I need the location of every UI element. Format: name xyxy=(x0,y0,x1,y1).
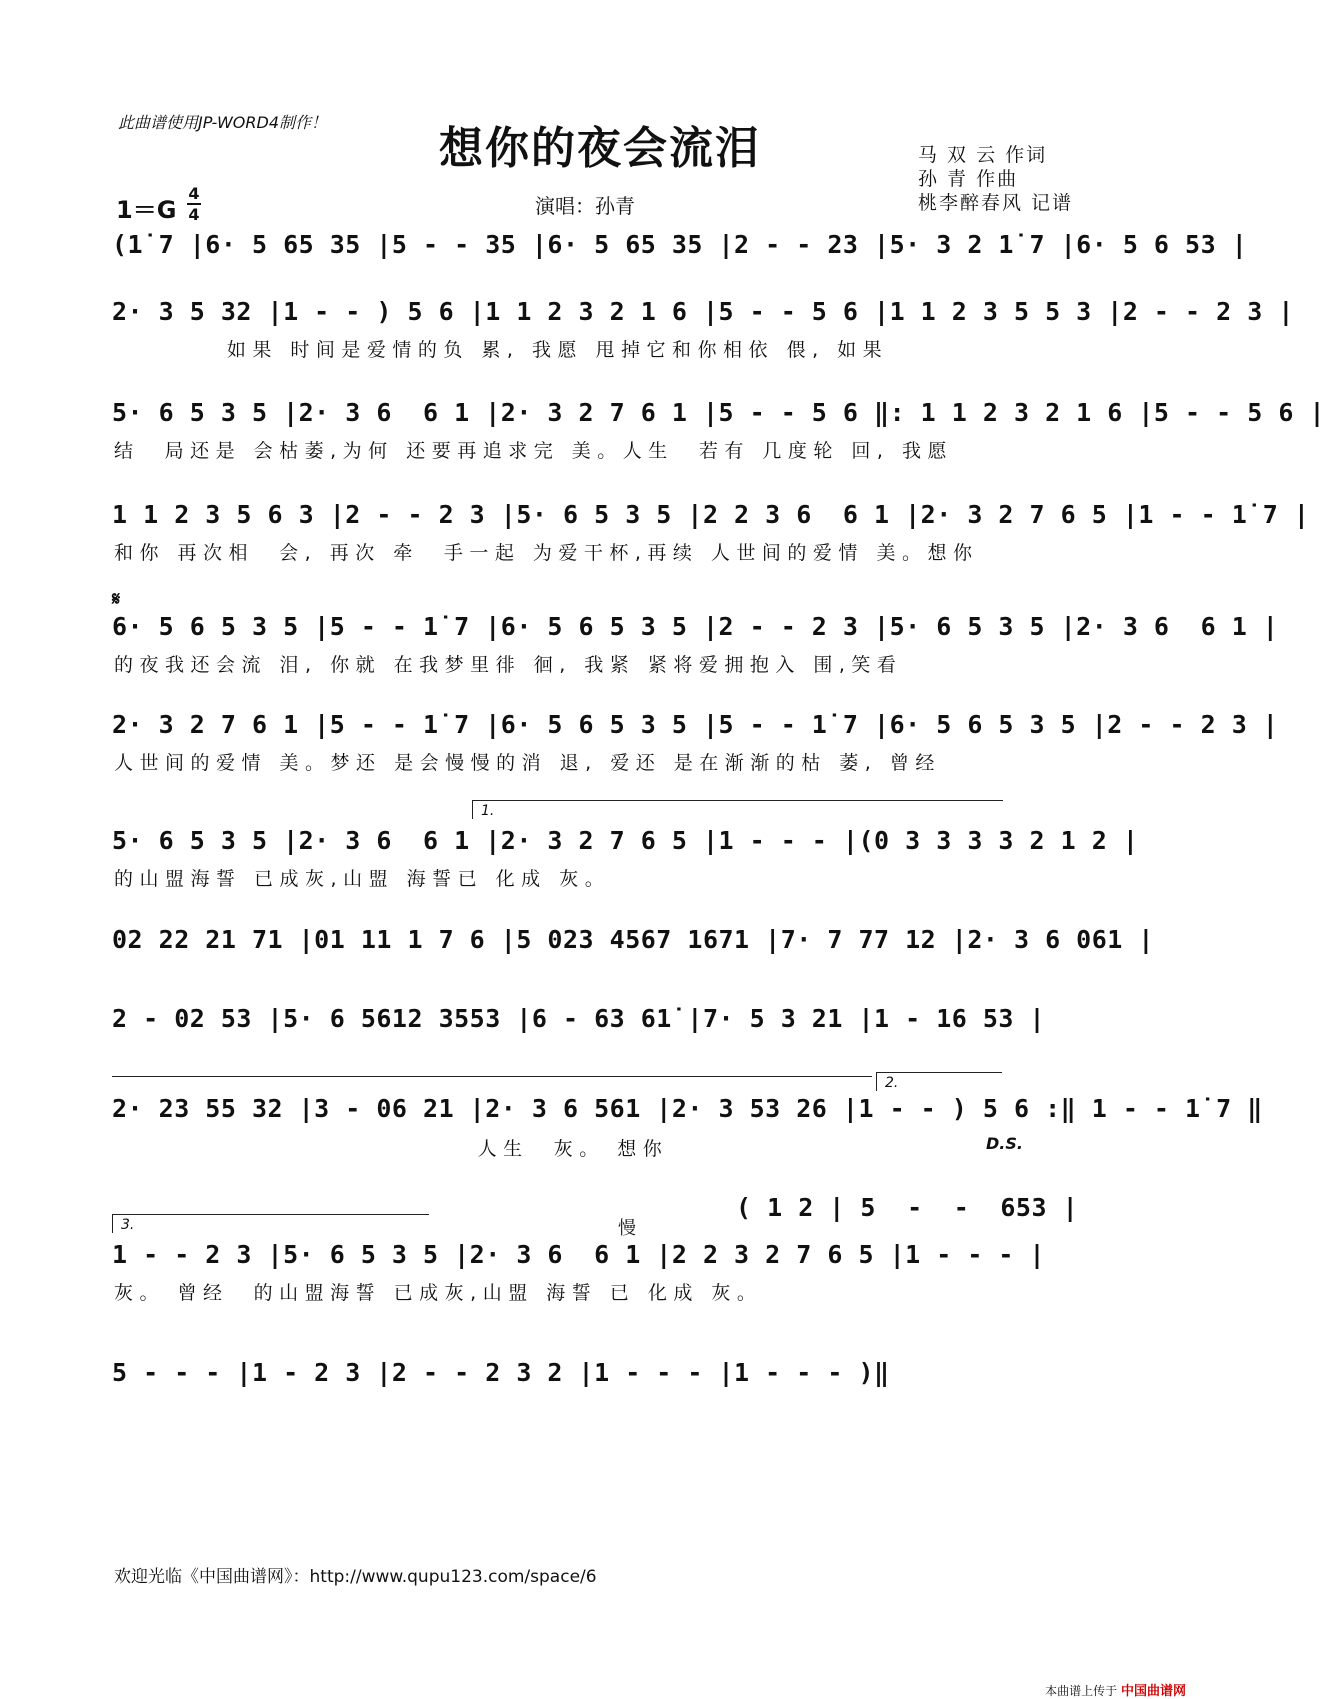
software-note: 此曲谱使用JP-WORD4制作！ xyxy=(118,113,328,132)
score-line-7: 5· 6 5 3 5 |2· 3 6 6 1 |2· 3 2 7 6 5 |1 - - - |(0 3 3 3 3 2 1 2 | xyxy=(112,826,1139,855)
key-signature: 1＝G xyxy=(116,196,177,224)
score-line-4: 1 1 2 3 5 6 3 |2 - - 2 3 |5· 6 5 3 5 |2 2 3 6 6 1 |2· 3 2 7 6 5 |1 - - 1̇ 7 | xyxy=(112,500,1310,529)
score-line-9: 2 - 02 53 |5· 6 5612 3553 |6 - 63 61̇ |7· 5 3 21 |1 - 16 53 | xyxy=(112,1004,1046,1033)
upload-credit xyxy=(1045,1680,1186,1699)
lyric-line-4: 和你 再次相 会, 再次 牵 手一起 为爱干杯,再续 人世间的爱情 美。想你 xyxy=(114,542,979,564)
transcriber-credit: 桃李醉春风 记谱 xyxy=(918,192,1074,214)
lyric-line-5: 的夜我还会流 泪, 你就 在我梦里徘 徊, 我紧 紧将爱拥抱入 围,笑看 xyxy=(114,654,903,676)
slow-tempo-mark: 慢 xyxy=(618,1218,636,1239)
meter-bottom: 4 xyxy=(188,205,200,224)
lyric-line-3: 结 局还是 会枯萎,为何 还要再追求完 美。人生 若有 几度轮 回, 我愿 xyxy=(114,440,953,462)
score-line-1: (1̇ 7 |6· 5 65 35 |5 - - 35 |6· 5 65 35 |2 - - 23 |5· 3 2 1̇ 7 |6· 5 6 53 | xyxy=(112,230,1248,259)
first-ending-label: 1. xyxy=(481,803,495,819)
composer-credit: 孙 青 作曲 xyxy=(918,168,1019,190)
page-title: 想你的夜会流泪 xyxy=(439,123,761,174)
singer-credit: 演唱：孙青 xyxy=(535,194,635,218)
lyric-line-7: 的山盟海誓 已成灰,山盟 海誓已 化成 灰。 xyxy=(114,868,611,890)
upload-label: 本曲谱上传于 xyxy=(1045,1684,1118,1698)
lyric-line-10: 人生 灰。 想你 xyxy=(114,1138,669,1160)
footer-welcome: 欢迎光临《中国曲谱网》：http://www.qupu123.com/space/6 xyxy=(114,1567,597,1587)
lyric-line-2: 如果 时间是爱情的负 累, 我愿 甩掉它和你相依 偎, 如果 xyxy=(114,339,889,361)
lyric-line-11: 灰。 曾经 的山盟海誓 已成灰,山盟 海誓 已 化成 灰。 xyxy=(114,1282,763,1304)
score-line-10: 2· 23 55 32 |3 - 06 21 |2· 3 6 561 |2· 3 53 26 |1 - - ) 5 6 :‖ 1 - - 1̇ 7 ‖ xyxy=(112,1094,1263,1123)
score-line-3: 5· 6 5 3 5 |2· 3 6 6 1 |2· 3 2 7 6 1 |5 - - 5 6 ‖: 1 1 2 3 2 1 6 |5 - - 5 6 | xyxy=(112,398,1325,427)
lyricist-credit: 马 双 云 作词 xyxy=(918,144,1048,166)
meter-top: 4 xyxy=(188,184,200,203)
second-ending-bracket xyxy=(876,1072,1002,1091)
score-line-5: 6· 5 6 5 3 5 |5 - - 1̇ 7 |6· 5 6 5 3 5 |2 - - 2 3 |5· 6 5 3 5 |2· 3 6 6 1 | xyxy=(112,612,1279,641)
score-line-6: 2· 3 2 7 6 1 |5 - - 1̇ 7 |6· 5 6 5 3 5 |5 - - 1̇ 7 |6· 5 6 5 3 5 |2 - - 2 3 | xyxy=(112,710,1279,739)
lyric-line-6: 人世间的爱情 美。梦还 是会慢慢的消 退, 爱还 是在渐渐的枯 萎, 曾经 xyxy=(114,752,941,774)
second-ending-label: 2. xyxy=(885,1075,899,1091)
time-signature xyxy=(187,184,201,224)
coda-intro-line: ( 1 2 | 5 - - 653 | xyxy=(736,1193,1079,1222)
score-line-12: 5 - - - |1 - 2 3 |2 - - 2 3 2 |1 - - - |1 - - - )‖ xyxy=(112,1358,890,1387)
third-ending-label: 3. xyxy=(121,1217,135,1233)
score-line-2: 2· 3 5 32 |1 - - ) 5 6 |1 1 2 3 2 1 6 |5 - - 5 6 |1 1 2 3 5 5 3 |2 - - 2 3 | xyxy=(112,297,1294,326)
site-logo: 中国曲谱网 xyxy=(1120,1684,1186,1699)
score-line-11: 1 - - 2 3 |5· 6 5 3 5 |2· 3 6 6 1 |2 2 3 2 7 6 5 |1 - - - | xyxy=(112,1240,1046,1269)
first-ending-bracket xyxy=(472,800,1003,819)
score-line-8: 02 22 21 71 |01 11 1 7 6 |5 023 4567 1671 |7· 7 77 12 |2· 3 6 061 | xyxy=(112,925,1154,954)
third-ending-bracket xyxy=(112,1214,429,1233)
repeat-line xyxy=(112,1076,872,1077)
dal-segno-mark: D.S. xyxy=(986,1134,1023,1153)
segno-sign: 𝄋 xyxy=(112,588,121,610)
